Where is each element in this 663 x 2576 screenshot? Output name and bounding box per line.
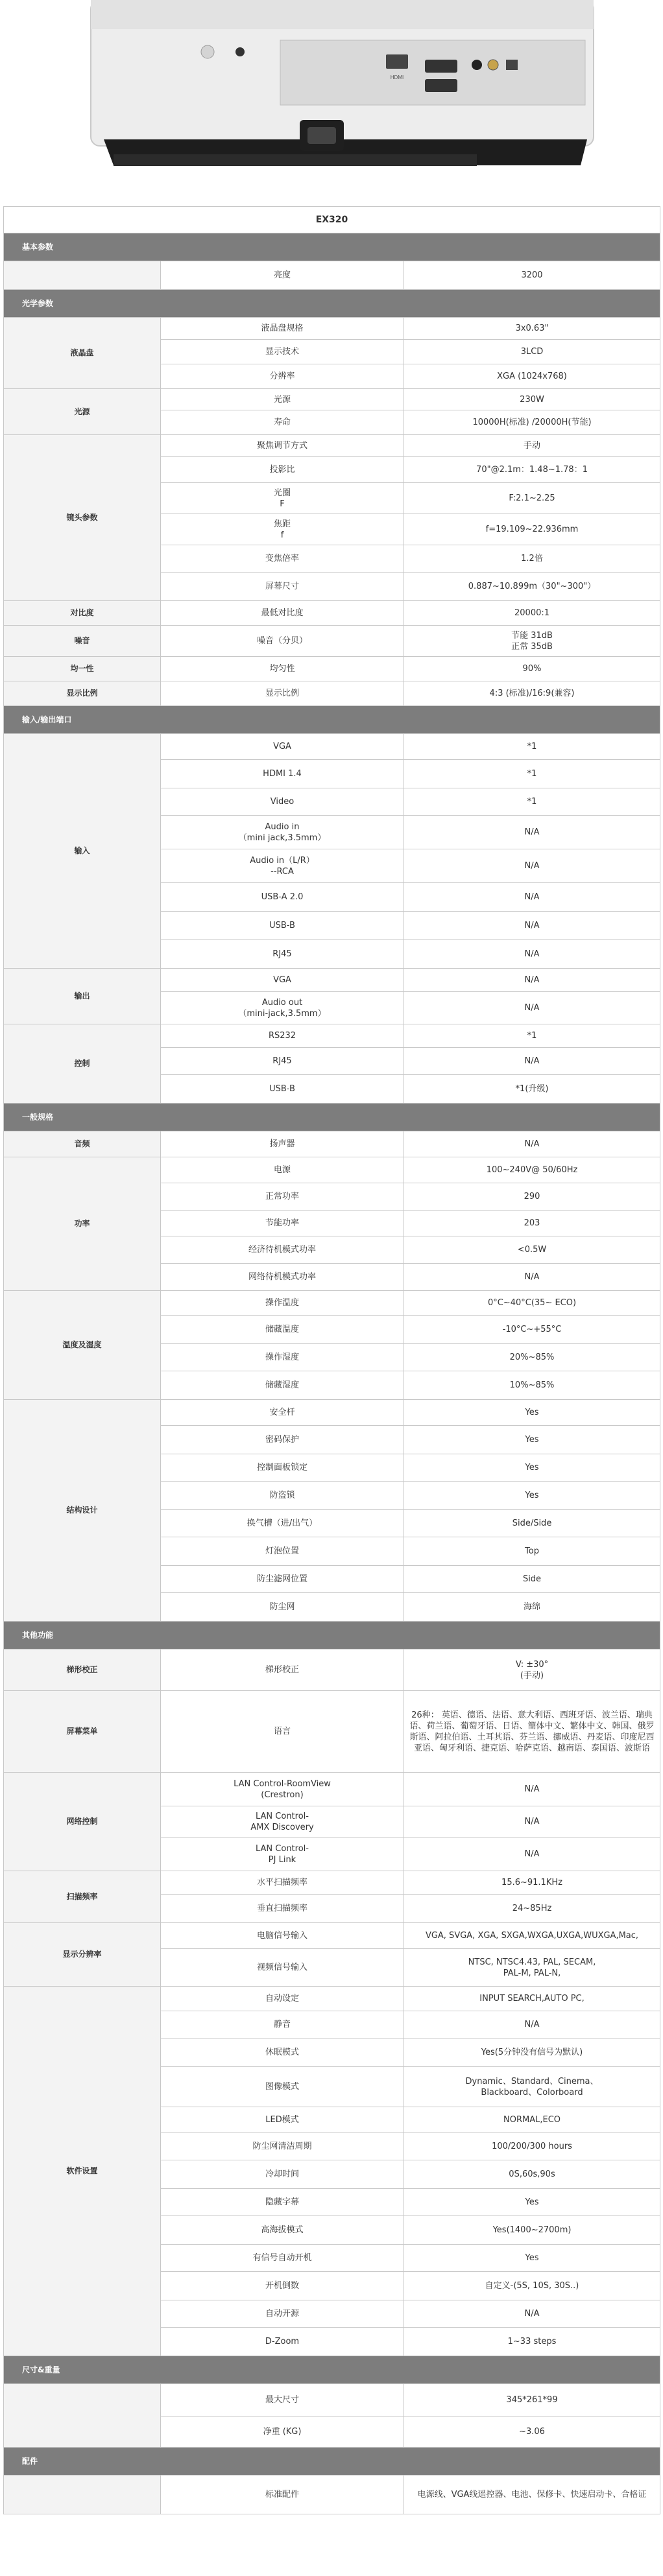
table-row [4,1923,660,1949]
spec-item-label: 灯泡位置 [161,1537,404,1566]
spec-item-value: *1 [404,760,660,788]
spec-item-label: HDMI 1.4 [161,760,404,788]
spec-item-value: 0S,60s,90s [404,2160,660,2189]
spec-item-label: 显示技术 [161,340,404,364]
table-row [4,1131,660,1157]
group-label: 音频 [4,1131,161,1157]
spec-item-value: 10000H(标准) /20000H(节能) [404,410,660,435]
spec-item-value: Yes [404,1426,660,1454]
spec-item-label: LED模式 [161,2107,404,2133]
spec-item-label: 焦距 f [161,514,404,545]
spec-item-label: 操作湿度 [161,1344,404,1371]
table-row [4,1871,660,1895]
spec-item-value: 自定义-(5S, 10S, 30S..) [404,2272,660,2300]
spec-item-value: *1 [404,734,660,760]
section-header [4,2448,660,2476]
spec-item-label: RJ45 [161,1048,404,1075]
svg-text:HDMI: HDMI [390,75,404,80]
table-row [4,435,660,457]
spec-item-value: N/A [404,1048,660,1075]
spec-item-label: 聚焦调节方式 [161,435,404,457]
table-row [4,681,660,706]
spec-item-label: 投影比 [161,457,404,483]
group-label: 液晶盘 [4,318,161,389]
spec-item-value: 3LCD [404,340,660,364]
spec-item-value: 100~240V@ 50/60Hz [404,1157,660,1183]
group-label: 光源 [4,389,161,435]
table-row [4,1157,660,1183]
spec-item-value: 10%~85% [404,1371,660,1400]
group-label: 扫描频率 [4,1871,161,1923]
table-row [4,1773,660,1806]
table-row [4,389,660,410]
spec-item-value: 20%~85% [404,1344,660,1371]
table-row [4,626,660,657]
spec-item-label: 标准配件 [161,2476,404,2514]
spec-item-label: 最低对比度 [161,601,404,626]
spec-item-value: Side [404,1566,660,1593]
spec-item-label: 最大尺寸 [161,2384,404,2416]
spec-item-label: 扬声器 [161,1131,404,1157]
table-row [4,1291,660,1316]
spec-item-value: N/A [404,849,660,883]
section-header [4,706,660,734]
spec-item-label: 梯形校正 [161,1649,404,1691]
spec-item-value: N/A [404,912,660,940]
spec-item-value: 0°C~40°C(35~ ECO) [404,1291,660,1316]
spec-item-label: 节能功率 [161,1211,404,1236]
section-header [4,233,660,261]
power-socket [300,120,344,151]
spec-item-value: <0.5W [404,1236,660,1264]
section-title: 基本参数 [4,233,660,261]
spec-item-value: 电源线、VGA线遥控器、电池、保修卡、快速启动卡、合格证 [404,2476,660,2514]
spec-item-label: Audio out （mini-jack,3.5mm） [161,992,404,1024]
group-label: 网络控制 [4,1773,161,1871]
spec-item-value: Yes(5分钟没有信号为默认) [404,2038,660,2067]
spec-item-label: RJ45 [161,940,404,969]
table-row [4,734,660,760]
spec-item-value: N/A [404,1806,660,1837]
spec-item-label: LAN Control- PJ Link [161,1837,404,1871]
spec-item-value: N/A [404,816,660,849]
group-label: 对比度 [4,601,161,626]
table-row [4,1649,660,1691]
section-title: 输入/输出端口 [4,706,660,734]
spec-item-label: 液晶盘规格 [161,318,404,340]
group-label [4,2476,161,2514]
spec-item-value: Yes [404,1400,660,1426]
spec-item-value: 海绵 [404,1593,660,1622]
section-header [4,2356,660,2384]
spec-item-value: *1 [404,1024,660,1048]
spec-item-label: 经济待机模式功率 [161,1236,404,1264]
group-label: 结构设计 [4,1400,161,1622]
section-title: 一般规格 [4,1104,660,1131]
section-header [4,1622,660,1649]
section-title: 光学参数 [4,290,660,318]
spec-item-value: N/A [404,940,660,969]
projector-rear-view [0,0,663,195]
spec-item-value: *1 [404,788,660,816]
group-label: 显示比例 [4,681,161,706]
spec-item-value: -10°C~+55°C [404,1316,660,1344]
spec-item-value: N/A [404,883,660,912]
spec-item-label: LAN Control-RoomView (Crestron) [161,1773,404,1806]
spec-item-value: VGA, SVGA, XGA, SXGA,WXGA,UXGA,WUXGA,Mac, [404,1923,660,1949]
spec-item-value: N/A [404,2011,660,2038]
spec-item-label: 光圈 F [161,483,404,514]
group-label: 温度及湿度 [4,1291,161,1400]
table-row [4,2384,660,2416]
spec-item-value: 90% [404,657,660,681]
spec-item-label: USB-B [161,1075,404,1104]
spec-item-label: Video [161,788,404,816]
spec-item-value: f=19.109~22.936mm [404,514,660,545]
spec-item-value: 70"@2.1m：1.48~1.78：1 [404,457,660,483]
spec-table [3,206,660,2514]
group-label: 显示分辨率 [4,1923,161,1987]
spec-item-label: 储藏温度 [161,1316,404,1344]
group-label [4,2384,161,2448]
spec-item-label: VGA [161,969,404,992]
spec-item-value: 24~85Hz [404,1895,660,1923]
spec-item-label: 防盗锁 [161,1482,404,1510]
section-title: 其他功能 [4,1622,660,1649]
group-label: 均一性 [4,657,161,681]
spec-item-value: 345*261*99 [404,2384,660,2416]
spec-item-value: 15.6~91.1KHz [404,1871,660,1895]
spec-item-value: Yes [404,1454,660,1482]
spec-item-label: 光源 [161,389,404,410]
table-row [4,969,660,992]
group-label: 功率 [4,1157,161,1291]
group-label: 控制 [4,1024,161,1104]
spec-item-label: 操作温度 [161,1291,404,1316]
spec-item-value: V: ±30° (手动) [404,1649,660,1691]
spec-item-value: ~3.06 [404,2416,660,2448]
group-label: 梯形校正 [4,1649,161,1691]
spec-item-value: 0.887~10.899m（30"~300"） [404,573,660,601]
spec-item-value: 节能 31dB 正常 35dB [404,626,660,657]
spec-item-label: Audio in （mini jack,3.5mm） [161,816,404,849]
section-header [4,290,660,318]
table-row [4,1024,660,1048]
spec-item-label: 安全杆 [161,1400,404,1426]
spec-item-label: 储藏湿度 [161,1371,404,1400]
spec-item-value: XGA (1024x768) [404,364,660,389]
spec-item-label: 网络待机模式功率 [161,1264,404,1291]
spec-item-value: 290 [404,1183,660,1211]
spec-item-value: Dynamic、Standard、Cinema、 Blackboard、Colorboard [404,2067,660,2107]
spec-item-label: 屏幕尺寸 [161,573,404,601]
spec-item-label: 换气槽（进/出气） [161,1510,404,1537]
group-label: 输入 [4,734,161,969]
spec-item-label: 有信号自动开机 [161,2245,404,2272]
spec-item-value: 26种： 英语、德语、法语、意大利语、西班牙语、波兰语、瑞典语、荷兰语、葡萄牙语、日语、簡体中文、繁体中文、韩国、俄罗斯语、阿拉伯语、土耳其语、芬兰语、挪威语、丹麦语、印度尼西亚语、匈牙利语、捷克语、哈萨克语、越南语、泰国语、波斯语 [404,1691,660,1773]
spec-item-label: 自动设定 [161,1987,404,2011]
spec-item-label: USB-A 2.0 [161,883,404,912]
table-row [4,601,660,626]
spec-item-label: 高海拔模式 [161,2216,404,2245]
table-row [4,1400,660,1426]
spec-item-value: INPUT SEARCH,AUTO PC, [404,1987,660,2011]
spec-item-label: 净重 (KG) [161,2416,404,2448]
table-row [4,261,660,290]
spec-item-label: 均匀性 [161,657,404,681]
spec-item-value: 100/200/300 hours [404,2133,660,2160]
spec-item-value: *1(升级) [404,1075,660,1104]
spec-item-label: 显示比例 [161,681,404,706]
spec-item-label: 密码保护 [161,1426,404,1454]
spec-item-value: F:2.1~2.25 [404,483,660,514]
spec-item-label: 垂直扫描频率 [161,1895,404,1923]
spec-item-label: RS232 [161,1024,404,1048]
spec-item-label: 控制面板锁定 [161,1454,404,1482]
spec-item-value: Yes [404,2189,660,2216]
spec-item-value: NTSC, NTSC4.43, PAL, SECAM, PAL-M, PAL-N, [404,1949,660,1987]
spec-item-label: 图像模式 [161,2067,404,2107]
spec-item-label: 静音 [161,2011,404,2038]
table-row [4,2476,660,2514]
group-label: 噪音 [4,626,161,657]
spec-item-label: 休眠模式 [161,2038,404,2067]
group-label [4,261,161,290]
group-label: 输出 [4,969,161,1024]
spec-item-value: 20000:1 [404,601,660,626]
spec-item-value: N/A [404,1773,660,1806]
product-model-title: EX320 [4,207,660,233]
spec-item-label: 寿命 [161,410,404,435]
spec-item-label: 正常功率 [161,1183,404,1211]
spec-item-value: 230W [404,389,660,410]
spec-item-label: 防尘网 [161,1593,404,1622]
spec-item-value: Side/Side [404,1510,660,1537]
spec-item-label: 电脑信号输入 [161,1923,404,1949]
table-row [4,318,660,340]
spec-item-value: NORMAL,ECO [404,2107,660,2133]
section-title: 配件 [4,2448,660,2476]
spec-item-value: 4:3 (标准)/16:9(兼容) [404,681,660,706]
spec-item-value: N/A [404,992,660,1024]
section-title: 尺寸&重量 [4,2356,660,2384]
spec-item-label: 视频信号输入 [161,1949,404,1987]
spec-item-label: 防尘网清洁周期 [161,2133,404,2160]
spec-item-value: Yes(1400~2700m) [404,2216,660,2245]
spec-item-value: 3x0.63" [404,318,660,340]
spec-item-label: 冷却时间 [161,2160,404,2189]
spec-item-label: 噪音（分贝） [161,626,404,657]
spec-item-value: 1.2倍 [404,545,660,573]
table-row [4,1691,660,1773]
table-row [4,657,660,681]
spec-item-label: 语言 [161,1691,404,1773]
spec-item-value: 3200 [404,261,660,290]
spec-item-value: N/A [404,969,660,992]
table-title-row [4,207,660,233]
spec-item-label: 水平扫描频率 [161,1871,404,1895]
spec-item-value: N/A [404,2300,660,2328]
section-header [4,1104,660,1131]
group-label: 屏幕菜单 [4,1691,161,1773]
spec-item-label: 变焦倍率 [161,545,404,573]
spec-item-label: D-Zoom [161,2328,404,2356]
spec-item-value: 1~33 steps [404,2328,660,2356]
spec-item-label: Audio in（L/R） --RCA [161,849,404,883]
spec-item-label: 自动开源 [161,2300,404,2328]
speaker-grille [136,68,201,120]
spec-item-label: LAN Control- AMX Discovery [161,1806,404,1837]
group-label: 镜头参数 [4,435,161,601]
group-label: 软件设置 [4,1987,161,2356]
spec-item-value: Top [404,1537,660,1566]
spec-item-value: N/A [404,1837,660,1871]
spec-item-value: N/A [404,1264,660,1291]
spec-item-value: 手动 [404,435,660,457]
spec-item-label: 亮度 [161,261,404,290]
spec-item-label: USB-B [161,912,404,940]
spec-item-label: 电源 [161,1157,404,1183]
spec-item-value: Yes [404,1482,660,1510]
spec-item-label: 防尘滤网位置 [161,1566,404,1593]
table-row [4,1987,660,2011]
spec-item-value: 203 [404,1211,660,1236]
spec-item-label: 隐藏字幕 [161,2189,404,2216]
spec-item-value: N/A [404,1131,660,1157]
spec-item-value: Yes [404,2245,660,2272]
product-image [0,0,663,195]
spec-item-label: 开机倒数 [161,2272,404,2300]
spec-item-label: 分辨率 [161,364,404,389]
spec-item-label: VGA [161,734,404,760]
